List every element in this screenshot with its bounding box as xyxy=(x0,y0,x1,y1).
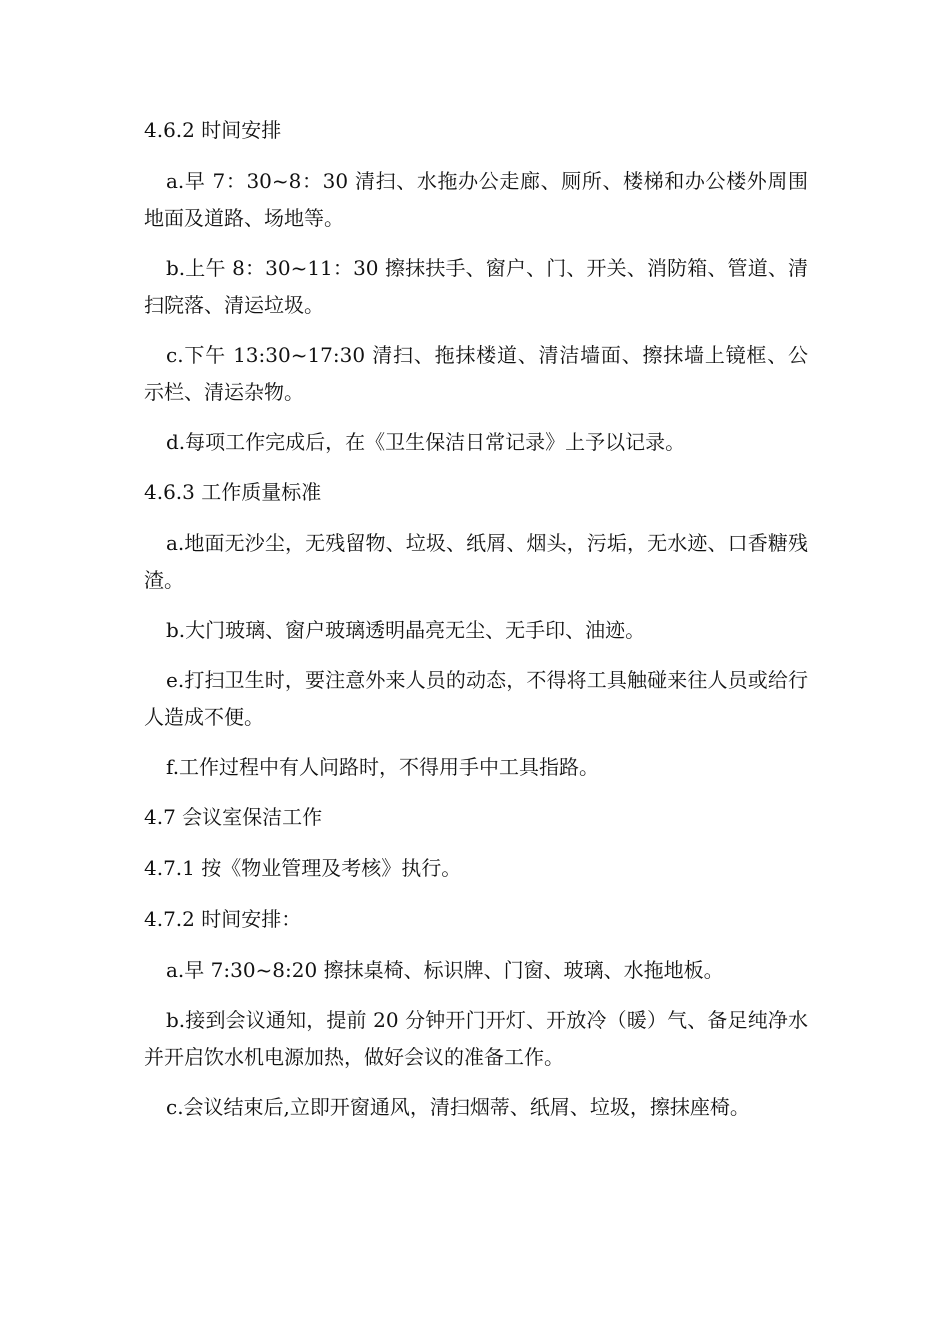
schedule-item-b: b.上午 8：30~11：30 擦抹扶手、窗户、门、开关、消防箱、管道、清扫院落、清运垃圾。 xyxy=(144,256,808,317)
document-body xyxy=(144,112,808,1139)
section-heading-4-6-3: 4.6.3 工作质量标准 xyxy=(144,480,322,504)
quality-item-b: b.大门玻璃、窗户玻璃透明晶亮无尘、无手印、油迹。 xyxy=(166,618,646,642)
section-heading-4-6-2: 4.6.2 时间安排 xyxy=(144,118,282,142)
section-heading-4-7: 4.7 会议室保洁工作 xyxy=(144,805,323,829)
quality-item-a: a.地面无沙尘，无残留物、垃圾、纸屑、烟头，污垢，无水迹、口香糖残渣。 xyxy=(144,531,808,592)
section-heading-4-7-1: 4.7.1 按《物业管理及考核》执行。 xyxy=(144,856,462,880)
schedule-item-c: c.下午 13:30~17:30 清扫、拖抹楼道、清洁墙面、擦抹墙上镜框、公示栏、清运杂物。 xyxy=(144,343,808,404)
schedule-item-a: a.早 7：30~8：30 清扫、水拖办公走廊、厕所、楼梯和办公楼外周围地面及道路、场地等。 xyxy=(144,169,808,230)
quality-item-e: e.打扫卫生时，要注意外来人员的动态，不得将工具触碰来往人员或给行人造成不便。 xyxy=(144,668,808,729)
section-heading-4-7-2: 4.7.2 时间安排： xyxy=(144,907,302,931)
schedule-item-d: d.每项工作完成后，在《卫生保洁日常记录》上予以记录。 xyxy=(166,430,686,454)
quality-item-f: f.工作过程中有人问路时，不得用手中工具指路。 xyxy=(166,755,600,779)
meeting-item-b: b.接到会议通知，提前 20 分钟开门开灯、开放冷（暖）气、备足纯净水并开启饮水机电源加热，做好会议的准备工作。 xyxy=(144,1008,808,1069)
meeting-item-c: c.会议结束后,立即开窗通风，清扫烟蒂、纸屑、垃圾，擦抹座椅。 xyxy=(166,1095,750,1119)
meeting-item-a: a.早 7:30~8:20 擦抹桌椅、标识牌、门窗、玻璃、水拖地板。 xyxy=(166,958,724,982)
